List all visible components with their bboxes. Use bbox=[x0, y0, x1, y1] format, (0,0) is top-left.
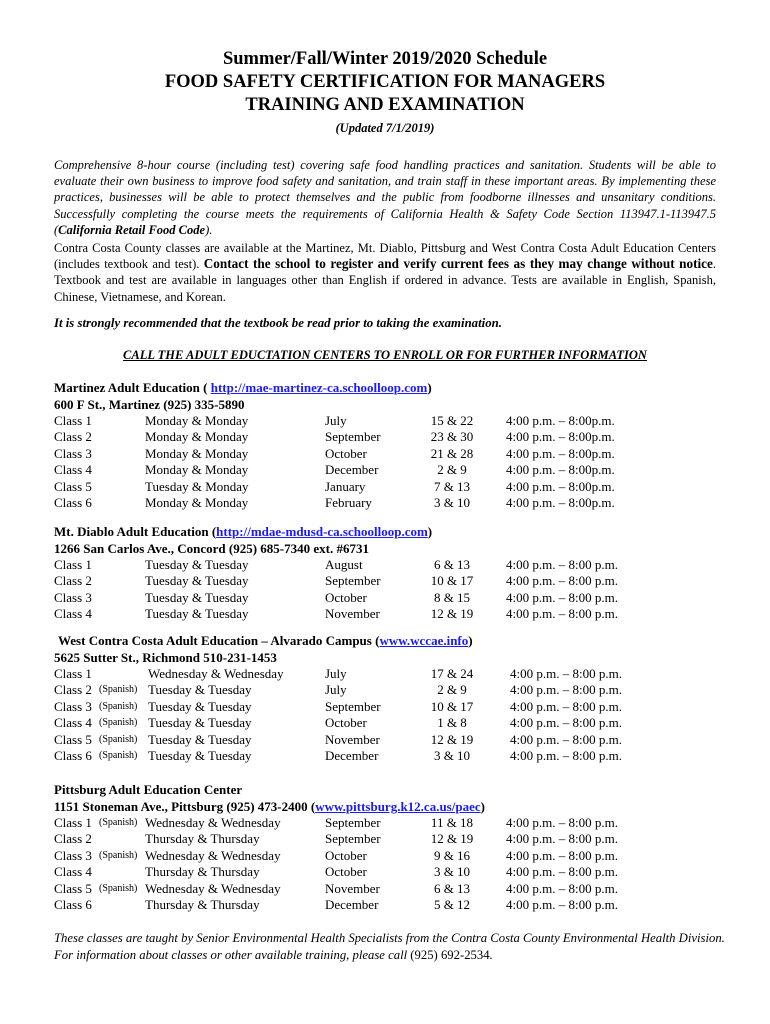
schedule-row bbox=[54, 732, 734, 748]
updated-date: (Updated 7/1/2019) bbox=[335, 121, 435, 135]
register-notice: Contact the school to register and verify current fees as they may change without notice bbox=[203, 256, 713, 272]
class-time: 4:00 p.m. – 8:00p.m. bbox=[506, 495, 615, 510]
class-time: 4:00 p.m. – 8:00 p.m. bbox=[510, 698, 622, 714]
schedule-row bbox=[54, 848, 734, 864]
schedule-title: Summer/Fall/Winter 2019/2020 Schedule bbox=[222, 49, 548, 69]
class-days: Tuesday & Tuesday bbox=[145, 573, 249, 589]
schedule-row bbox=[54, 831, 734, 847]
class-days: Tuesday & Tuesday bbox=[148, 731, 252, 747]
class-days: Tuesday & Tuesday bbox=[148, 715, 252, 731]
westcc-heading: West Contra Costa Adult Education – Alvarado Campus (www.wccae.info) bbox=[58, 633, 473, 648]
class-days: Wednesday & Wednesday bbox=[145, 815, 281, 830]
class-time: 4:00 p.m. – 8:00p.m. bbox=[506, 478, 615, 494]
class-dates: 8 & 15 bbox=[433, 589, 471, 605]
class-time: 4:00 p.m. – 8:00 p.m. bbox=[506, 815, 618, 830]
class-dates: 10 & 17 bbox=[430, 698, 474, 714]
class-days: Tuesday & Tuesday bbox=[145, 557, 249, 572]
availability-paragraph: Contra Costa County classes are available at the Martinez, Mt. Diablo, Pittsburg and West Contra Costa Adult Education Centers (includes textbook and test). Contact the school to register and verify current fees as they may change without notice. Textbook and test are available in languages other than English if ordered in advance. Tests are available in English, Spanish, Chinese, Vietnamese, and Korean. bbox=[54, 241, 716, 304]
class-time: 4:00 p.m. – 8:00 p.m. bbox=[506, 557, 618, 572]
class-days: Tuesday & Tuesday bbox=[145, 606, 249, 622]
schedule-row bbox=[54, 573, 734, 589]
schedule-row bbox=[54, 462, 734, 478]
westcc-address: 5625 Sutter St., Richmond 510-231-1453 bbox=[54, 650, 277, 665]
class-days: Wednesday & Wednesday bbox=[145, 847, 281, 863]
class-month: August bbox=[325, 557, 363, 572]
class-dates: 6 & 13 bbox=[433, 880, 471, 896]
schedule-row bbox=[54, 682, 734, 698]
class-days: Wednesday & Wednesday bbox=[145, 880, 281, 896]
pittsburg-link[interactable]: www.pittsburg.k12.ca.us/paec bbox=[315, 799, 481, 814]
class-label: Class 4 bbox=[54, 715, 92, 731]
language-note: (Spanish) bbox=[99, 684, 138, 696]
class-label: Class 2 bbox=[54, 682, 92, 698]
class-label: Class 5 bbox=[54, 731, 92, 747]
schedule-row bbox=[54, 881, 734, 897]
class-dates: 2 & 9 bbox=[437, 682, 467, 698]
class-label: Class 4 bbox=[54, 864, 92, 880]
class-month: December bbox=[325, 748, 379, 763]
class-days: Monday & Monday bbox=[145, 495, 249, 510]
class-time: 4:00 p.m. – 8:00 p.m. bbox=[510, 748, 622, 763]
class-time: 4:00 p.m. – 8:00 p.m. bbox=[506, 880, 618, 896]
language-note: (Spanish) bbox=[99, 882, 138, 894]
diablo-address: 1266 San Carlos Ave., Concord (925) 685-7340 ext. #6731 bbox=[54, 541, 369, 556]
class-days: Thursday & Thursday bbox=[145, 831, 260, 847]
class-dates: 3 & 10 bbox=[433, 864, 471, 880]
schedule-row bbox=[54, 748, 734, 764]
class-time: 4:00 p.m. – 8:00p.m. bbox=[506, 413, 615, 428]
language-note: (Spanish) bbox=[99, 717, 138, 729]
class-label: Class 1 bbox=[54, 666, 92, 681]
class-time: 4:00 p.m. – 8:00 p.m. bbox=[510, 731, 622, 747]
class-month: November bbox=[325, 731, 380, 747]
class-label: Class 4 bbox=[54, 606, 92, 622]
class-month: September bbox=[325, 698, 381, 714]
language-note: (Spanish) bbox=[99, 849, 138, 861]
schedule-row bbox=[54, 666, 734, 682]
class-label: Class 2 bbox=[54, 429, 92, 445]
schedule-row bbox=[54, 864, 734, 880]
class-days: Tuesday & Tuesday bbox=[148, 748, 252, 763]
class-time: 4:00 p.m. – 8:00p.m. bbox=[506, 429, 615, 445]
class-days: Wednesday & Wednesday bbox=[148, 666, 284, 681]
class-time: 4:00 p.m. – 8:00 p.m. bbox=[506, 589, 618, 605]
class-label: Class 6 bbox=[54, 495, 92, 510]
class-time: 4:00 p.m. – 8:00 p.m. bbox=[506, 606, 618, 622]
textbook-recommendation: It is strongly recommended that the textbook be read prior to taking the examination. bbox=[54, 316, 502, 330]
class-month: October bbox=[325, 445, 367, 461]
intro-paragraph: Comprehensive 8-hour course (including test) covering safe food handling practices and sanitation. Students will be able to evaluate their own business to improve food safety and sanitation, and train staff in these important areas. By implementing these practices, businesses will be able to protect themselves and the public from foodborne illnesses and unsanitary conditions. Successfully completing the course meets the requirements of California Health & Safety Code Section 113947.1-113947.5 (California Retail Food Code). bbox=[54, 158, 716, 237]
class-month: January bbox=[325, 478, 366, 494]
enroll-callout: CALL THE ADULT EDUCTATION CENTERS TO ENROLL OR FOR FURTHER INFORMATION bbox=[123, 348, 647, 362]
class-month: October bbox=[325, 715, 367, 731]
class-days: Tuesday & Tuesday bbox=[145, 589, 249, 605]
class-dates: 23 & 30 bbox=[430, 429, 474, 445]
class-month: July bbox=[325, 413, 347, 428]
footer-note: These classes are taught by Senior Environmental Health Specialists from the Contra Costa County Environmental Health Division. For information about classes or other available training, please call (925) 692-2534. bbox=[54, 931, 725, 962]
class-days: Tuesday & Tuesday bbox=[148, 682, 252, 698]
class-label: Class 1 bbox=[54, 815, 92, 830]
class-month: December bbox=[325, 462, 379, 478]
pittsburg-address: 1151 Stoneman Ave., Pittsburg (925) 473-2400 (www.pittsburg.k12.ca.us/paec) bbox=[54, 799, 485, 814]
class-time: 4:00 p.m. – 8:00 p.m. bbox=[506, 847, 618, 863]
class-label: Class 3 bbox=[54, 589, 92, 605]
class-dates: 3 & 10 bbox=[433, 495, 471, 510]
class-label: Class 4 bbox=[54, 462, 92, 478]
class-dates: 9 & 16 bbox=[433, 847, 471, 863]
class-month: July bbox=[325, 682, 347, 698]
schedule-row bbox=[54, 557, 734, 573]
schedule-row bbox=[54, 715, 734, 731]
footer-phone: (925) 692-2534 bbox=[410, 948, 490, 962]
schedule-row bbox=[54, 479, 734, 495]
class-label: Class 3 bbox=[54, 847, 92, 863]
language-note: (Spanish) bbox=[99, 750, 138, 761]
class-month: November bbox=[325, 880, 380, 896]
class-dates: 5 & 12 bbox=[433, 897, 471, 912]
language-note: (Spanish) bbox=[99, 733, 138, 745]
schedule-row bbox=[54, 413, 734, 429]
class-month: September bbox=[325, 815, 381, 830]
martinez-heading: Martinez Adult Education ( http://mae-martinez-ca.schoolloop.com) bbox=[54, 380, 432, 395]
class-label: Class 3 bbox=[54, 698, 92, 714]
class-dates: 15 & 22 bbox=[430, 413, 474, 428]
class-label: Class 6 bbox=[54, 748, 92, 763]
class-dates: 1 & 8 bbox=[437, 715, 467, 731]
class-month: October bbox=[325, 589, 367, 605]
class-time: 4:00 p.m. – 8:00 p.m. bbox=[510, 666, 622, 681]
class-dates: 12 & 19 bbox=[430, 606, 474, 622]
class-label: Class 5 bbox=[54, 478, 92, 494]
class-label: Class 6 bbox=[54, 897, 92, 912]
class-days: Thursday & Thursday bbox=[145, 864, 260, 880]
schedule-row bbox=[54, 897, 734, 913]
class-month: July bbox=[325, 666, 347, 681]
class-dates: 2 & 9 bbox=[437, 462, 467, 478]
schedule-row bbox=[54, 429, 734, 445]
language-note: (Spanish) bbox=[99, 817, 138, 828]
class-dates: 12 & 19 bbox=[430, 831, 474, 847]
class-dates: 7 & 13 bbox=[433, 478, 471, 494]
class-label: Class 1 bbox=[54, 413, 92, 428]
diablo-link[interactable]: http://mdae-mdusd-ca.schoolloop.com bbox=[216, 524, 428, 539]
code-reference: California Retail Food Code bbox=[58, 222, 206, 237]
class-dates: 21 & 28 bbox=[430, 445, 474, 461]
class-dates: 10 & 17 bbox=[430, 573, 474, 589]
class-dates: 6 & 13 bbox=[433, 557, 471, 572]
schedule-row bbox=[54, 699, 734, 715]
class-days: Monday & Monday bbox=[145, 429, 249, 445]
class-dates: 11 & 18 bbox=[430, 815, 474, 830]
martinez-link[interactable]: http://mae-martinez-ca.schoolloop.com bbox=[210, 380, 428, 395]
class-dates: 12 & 19 bbox=[430, 731, 474, 747]
class-month: September bbox=[325, 573, 381, 589]
schedule-row bbox=[54, 606, 734, 622]
class-days: Monday & Monday bbox=[145, 462, 249, 478]
class-days: Monday & Monday bbox=[145, 445, 249, 461]
class-month: September bbox=[325, 429, 381, 445]
class-label: Class 2 bbox=[54, 831, 92, 847]
class-label: Class 2 bbox=[54, 573, 92, 589]
schedule-row bbox=[54, 590, 734, 606]
class-time: 4:00 p.m. – 8:00 p.m. bbox=[506, 573, 618, 589]
class-dates: 3 & 10 bbox=[433, 748, 471, 763]
class-time: 4:00 p.m. – 8:00 p.m. bbox=[506, 897, 618, 912]
class-time: 4:00 p.m. – 8:00 p.m. bbox=[510, 715, 622, 731]
class-label: Class 1 bbox=[54, 557, 92, 572]
martinez-address: 600 F St., Martinez (925) 335-5890 bbox=[54, 397, 245, 412]
class-days: Monday & Monday bbox=[145, 413, 249, 428]
language-note: (Spanish) bbox=[99, 700, 138, 712]
class-label: Class 5 bbox=[54, 880, 92, 896]
class-days: Tuesday & Monday bbox=[145, 478, 249, 494]
schedule-row bbox=[54, 446, 734, 462]
class-month: February bbox=[325, 495, 372, 510]
schedule-row bbox=[54, 815, 734, 831]
class-time: 4:00 p.m. – 8:00 p.m. bbox=[510, 682, 622, 698]
course-title: FOOD SAFETY CERTIFICATION FOR MANAGERS bbox=[164, 72, 606, 92]
westcc-link[interactable]: www.wccae.info bbox=[379, 633, 469, 648]
class-label: Class 3 bbox=[54, 445, 92, 461]
class-time: 4:00 p.m. – 8:00p.m. bbox=[506, 445, 615, 461]
pittsburg-heading: Pittsburg Adult Education Center bbox=[54, 782, 243, 797]
class-days: Thursday & Thursday bbox=[145, 897, 260, 912]
schedule-row bbox=[54, 495, 734, 511]
class-month: October bbox=[325, 847, 367, 863]
class-month: November bbox=[325, 606, 380, 622]
course-subtitle: TRAINING AND EXAMINATION bbox=[245, 95, 525, 115]
class-month: December bbox=[325, 897, 379, 912]
class-time: 4:00 p.m. – 8:00p.m. bbox=[506, 462, 615, 478]
class-time: 4:00 p.m. – 8:00 p.m. bbox=[506, 864, 618, 880]
diablo-heading: Mt. Diablo Adult Education (http://mdae-mdusd-ca.schoolloop.com) bbox=[54, 524, 433, 539]
class-month: September bbox=[325, 831, 381, 847]
class-month: October bbox=[325, 864, 367, 880]
class-dates: 17 & 24 bbox=[430, 666, 474, 681]
class-days: Tuesday & Tuesday bbox=[148, 698, 252, 714]
class-time: 4:00 p.m. – 8:00 p.m. bbox=[506, 831, 618, 847]
